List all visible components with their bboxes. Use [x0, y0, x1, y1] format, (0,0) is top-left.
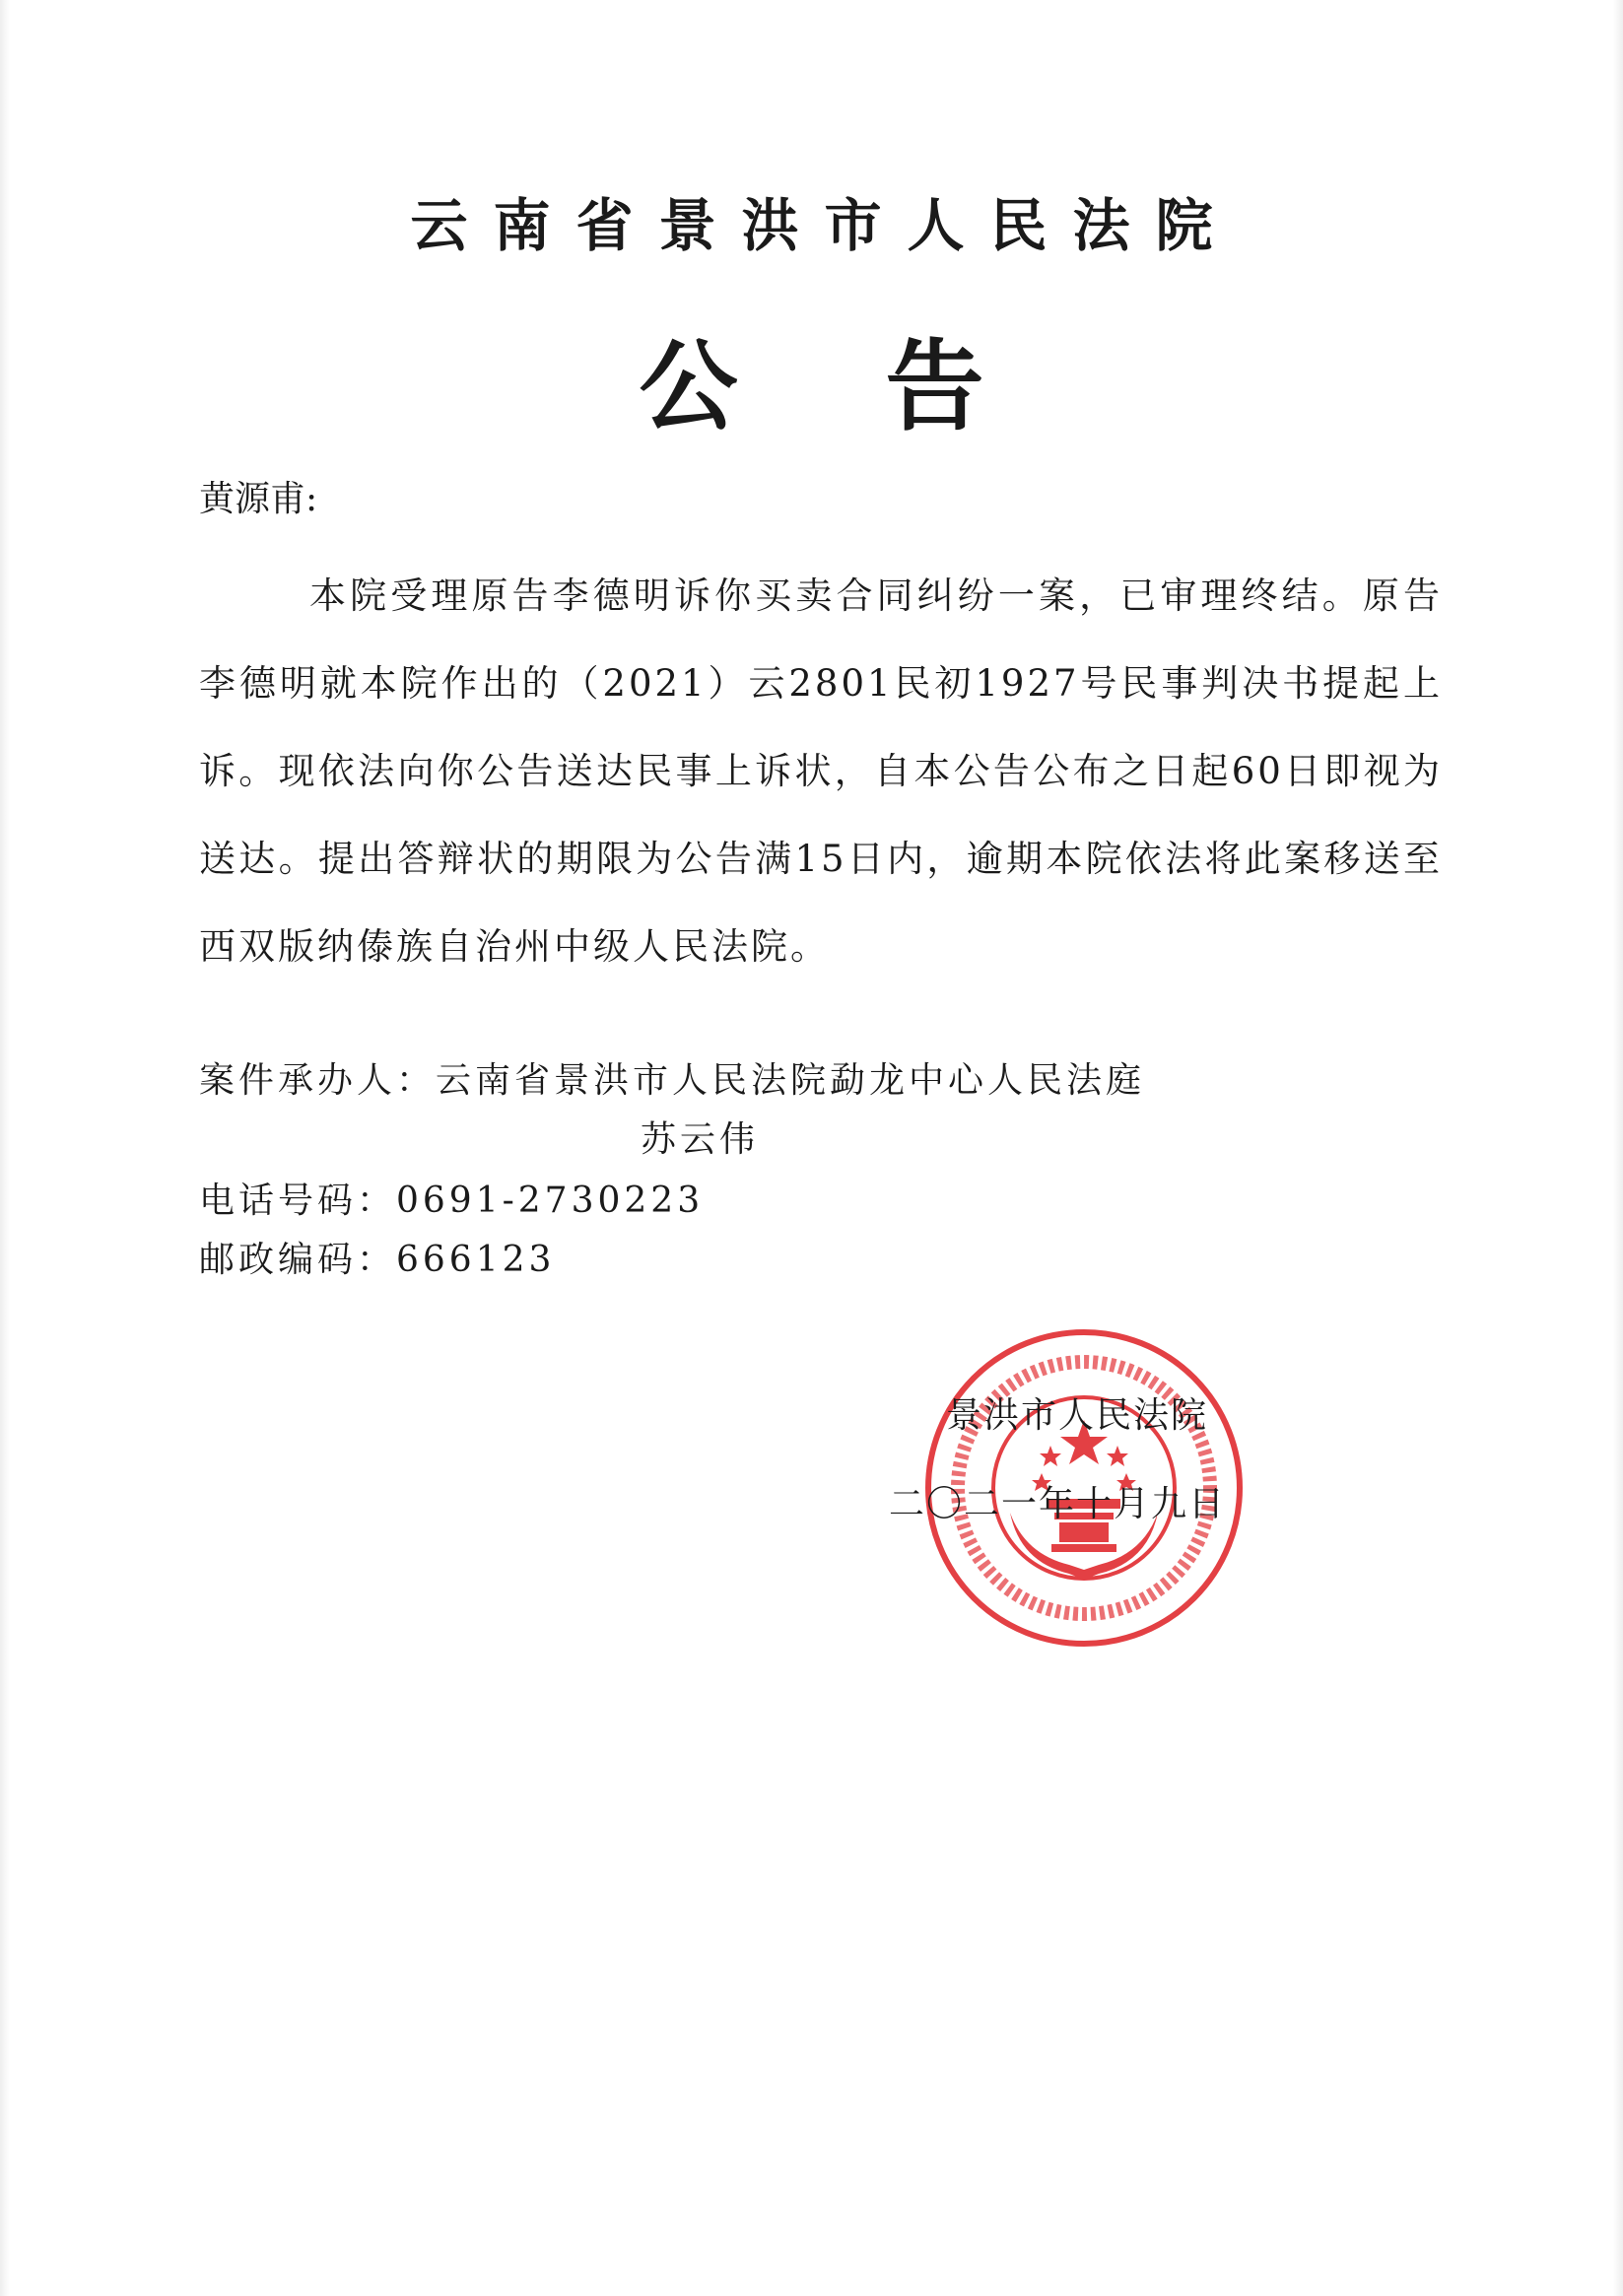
case-handler-name: 苏云伟	[641, 1119, 760, 1160]
notice-title: 公告	[639, 328, 1132, 444]
signature-date: 二〇二一年十月九日	[889, 1484, 1227, 1524]
signature-organization: 景洪市人民法院	[946, 1395, 1209, 1436]
postcode-line: 邮政编码：666123	[199, 1240, 556, 1280]
court-name-heading: 云南省景洪市人民法院	[410, 192, 1239, 259]
case-handler-line: 案件承办人：云南省景洪市人民法院勐龙中心人民法庭	[199, 1060, 1146, 1101]
notice-body: 本院受理原告李德明诉你买卖合同纠纷一案，已审理终结。原告李德明就本院作出的（2021）云2801民初1927号民事判决书提起上诉。现依法向你公告送达民事上诉状，自本公告公布之日起60日即视为送达。提出答辩状的期限为公告满15日内，逾期本院依法将此案移送至西双版纳傣族自治州中级人民法院。	[199, 574, 1443, 968]
phone-line: 电话号码：0691-2730223	[199, 1181, 705, 1221]
addressee: 黄源甫:	[199, 479, 318, 519]
